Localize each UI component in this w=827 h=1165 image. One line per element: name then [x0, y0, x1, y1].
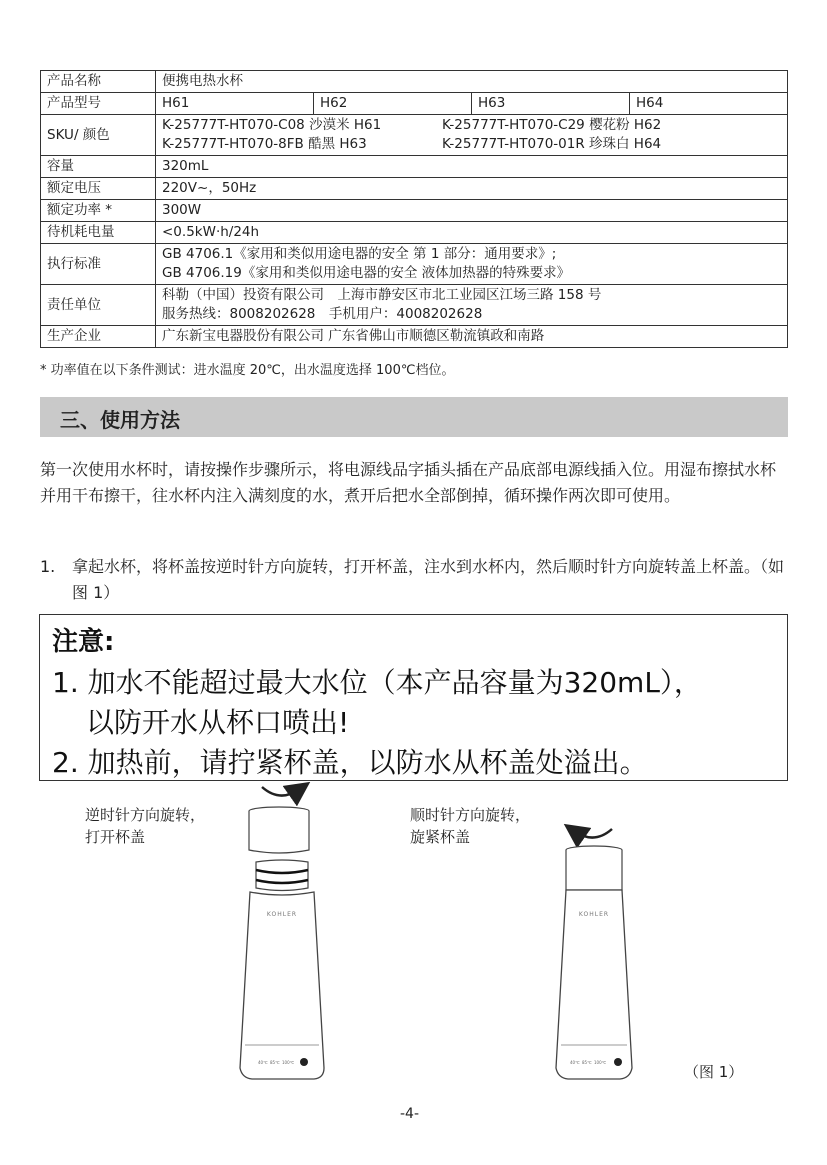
sku-h61: K-25777T-HT070-C08 沙漠米 H61	[162, 117, 382, 133]
sku-h62: K-25777T-HT070-C29 樱花粉 H62	[442, 117, 662, 133]
standby-label: 待机耗电量	[41, 222, 156, 244]
responsible-label: 责任单位	[41, 285, 156, 326]
panel-label: 85℃	[582, 1060, 592, 1065]
model-label: 产品型号	[41, 93, 156, 115]
responsible-line: 科勒（中国）投资有限公司 上海市静安区市北工业园区江场三路 158 号	[162, 287, 602, 303]
panel-label: 100℃	[282, 1060, 295, 1065]
left-caption-line: 逆时针方向旋转，	[85, 806, 206, 824]
right-caption-line: 旋紧杯盖	[410, 828, 471, 846]
intro-paragraph: 第一次使用水杯时，请按操作步骤所示，将电源线品字插头插在产品底部电源线插入位。用湿布擦拭水杯并用干布擦干，往水杯内注入满刻度的水，煮开后把水全部倒掉，循环操作两次即可使用。	[40, 460, 777, 505]
standby-value: <0.5kW·h/24h	[156, 222, 788, 244]
standard-line: GB 4706.1《家用和类似用途电器的安全 第 1 部分：通用要求》;	[162, 246, 557, 262]
notice-line-1-cont: 以防开水从杯口喷出!	[86, 706, 350, 739]
brand-logo-left: KOHLER	[266, 911, 298, 918]
cup-closed-icon	[556, 846, 632, 1079]
name-value: 便携电热水杯	[156, 71, 788, 93]
page-number: -4-	[400, 1106, 420, 1122]
panel-label: 85℃	[270, 1060, 280, 1065]
panel-label: 40℃	[570, 1060, 580, 1065]
manufacturer-value: 广东新宝电器股份有限公司 广东省佛山市顺德区勒流镇政和南路	[156, 326, 788, 348]
panel-label: 100℃	[594, 1060, 607, 1065]
model-h64: H64	[630, 93, 788, 115]
notice-title: 注意:	[52, 627, 115, 657]
model-h63: H63	[472, 93, 630, 115]
counterclockwise-arrow-icon	[262, 787, 300, 796]
responsible-line: 服务热线：8008202628 手机用户：4008202628	[162, 306, 483, 322]
cup-open-icon	[240, 860, 324, 1079]
name-label: 产品名称	[41, 71, 156, 93]
manufacturer-label: 生产企业	[41, 326, 156, 348]
sku-h63: K-25777T-HT070-8FB 酷黑 H63	[162, 136, 367, 152]
capacity-label: 容量	[41, 156, 156, 178]
power-footnote: * 功率值在以下条件测试：进水温度 20℃，出水温度选择 100℃档位。	[40, 363, 455, 378]
brand-logo-right: KOHLER	[578, 911, 610, 918]
voltage-label: 额定电压	[41, 178, 156, 200]
step-text: 拿起水杯，将杯盖按逆时针方向旋转，打开杯盖，注水到水杯内，然后顺时针方向旋转盖上杯盖。（如图 1）	[72, 557, 785, 602]
model-h62: H62	[314, 93, 472, 115]
capacity-value: 320mL	[156, 156, 788, 178]
figure-label: （图 1）	[684, 1063, 744, 1081]
panel-label: 40℃	[258, 1060, 268, 1065]
left-caption-line: 打开杯盖	[85, 828, 146, 846]
notice-line-2: 2. 加热前，请拧紧杯盖，以防水从杯盖处溢出。	[52, 746, 648, 779]
power-label: 额定功率 *	[41, 200, 156, 222]
standard-line: GB 4706.19《家用和类似用途电器的安全 液体加热器的特殊要求》	[162, 265, 571, 281]
sku-h64: K-25777T-HT070-01R 珍珠白 H64	[442, 136, 662, 152]
voltage-value: 220V~，50Hz	[156, 178, 788, 200]
sku-label: SKU/ 颜色	[41, 115, 156, 156]
lid-icon	[249, 807, 309, 853]
section-title: 三、使用方法	[60, 408, 180, 432]
model-h61: H61	[156, 93, 314, 115]
right-caption-line: 顺时针方向旋转，	[410, 806, 531, 824]
step-number: 1.	[40, 557, 56, 576]
standard-label: 执行标准	[41, 244, 156, 285]
power-value: 300W	[156, 200, 788, 222]
clockwise-arrow-icon	[574, 829, 612, 838]
notice-line-1: 1. 加水不能超过最大水位（本产品容量为320mL），	[52, 666, 702, 699]
